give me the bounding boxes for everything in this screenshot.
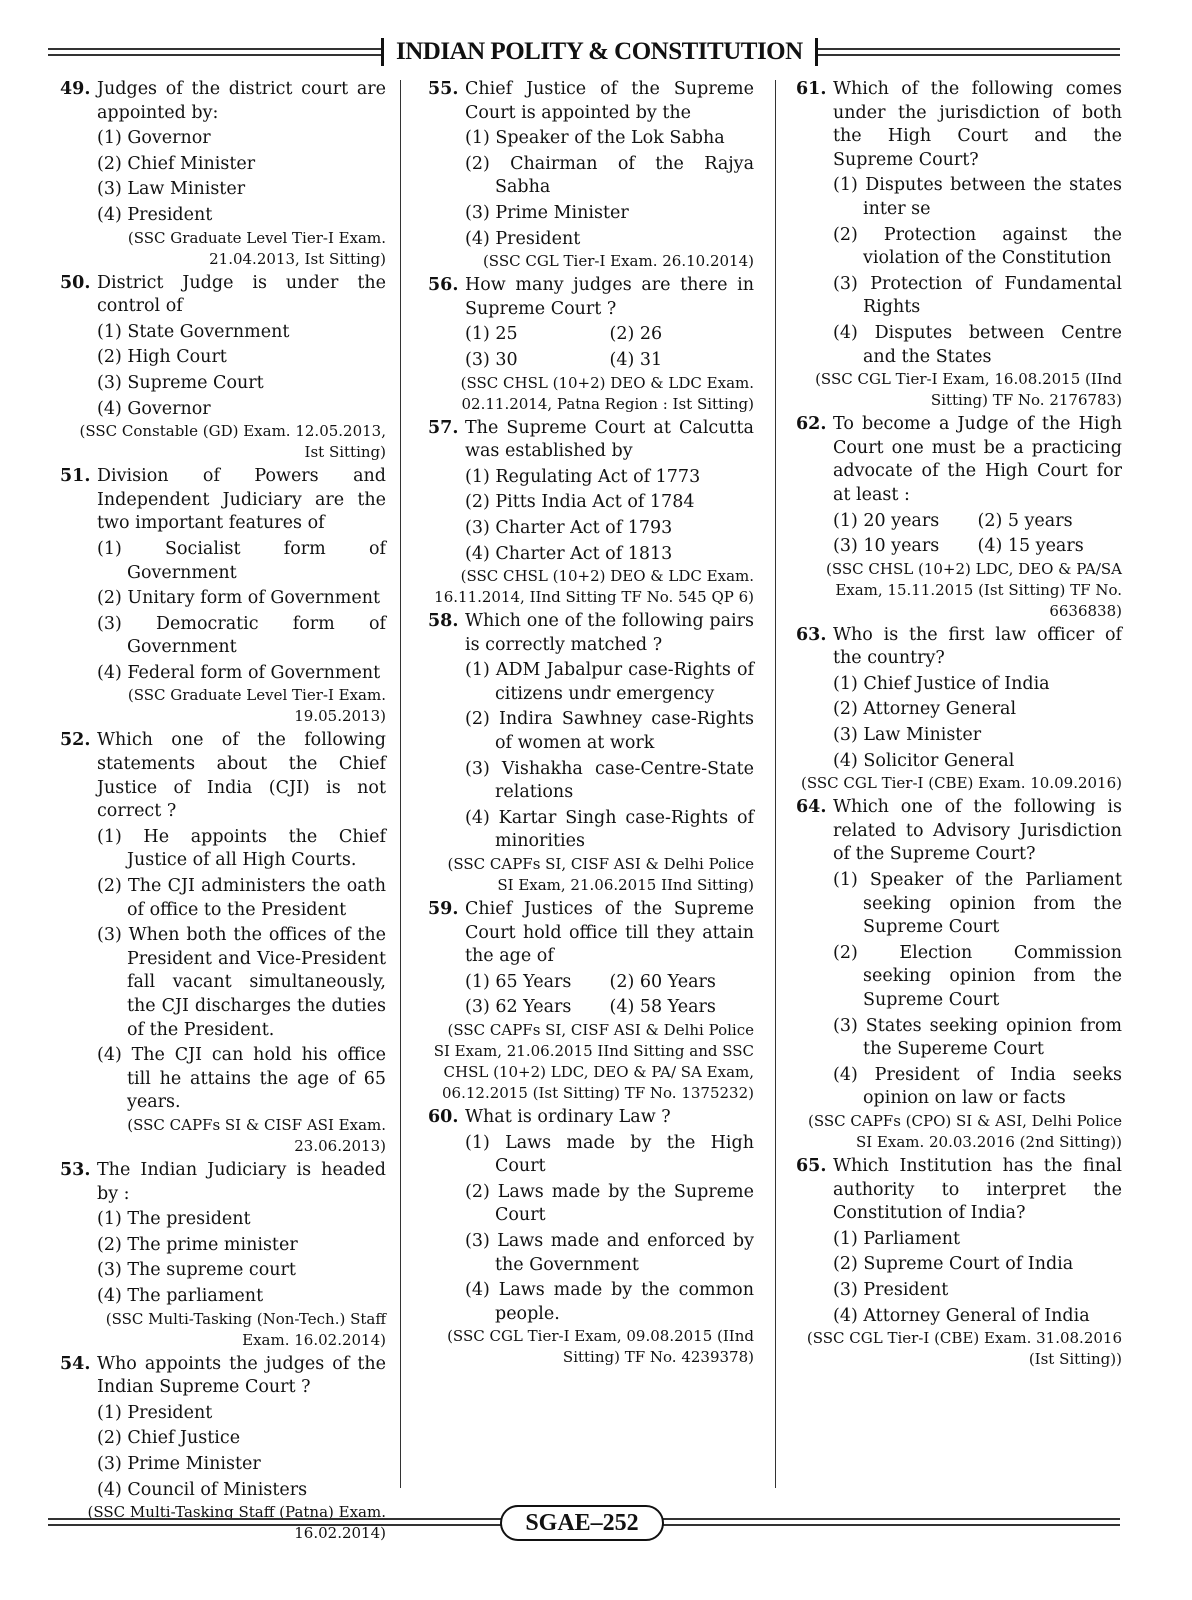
- exam-source: (SSC Multi-Tasking Staff (Patna) Exam. 16.02.2014): [87, 1503, 386, 1543]
- option-row: [796, 510, 1122, 534]
- answer-option: (4) The parliament: [97, 1285, 264, 1306]
- question-stem: [428, 78, 754, 125]
- option-row: [428, 996, 754, 1020]
- answer-option: (3) Charter Act of 1793: [465, 517, 673, 538]
- question-stem: [60, 465, 386, 536]
- option-row: [796, 1279, 1122, 1303]
- answer-option: (3) When both the offices of the President and Vice-President fall vacant simultaneously, the CJI discharges the duties of the President.: [97, 925, 386, 1040]
- option-row: [796, 174, 1122, 221]
- answer-option: (2) Unitary form of Government: [97, 588, 381, 609]
- exam-source: (SSC CAPFs (CPO) SI & ASI, Delhi Police SI Exam. 20.03.2016 (2nd Sitting)): [808, 1111, 1122, 1151]
- answer-option: (2) Election Commission seeking opinion from the Supreme Court: [833, 942, 1122, 1010]
- exam-source: (SSC CAPFs SI, CISF ASI & Delhi Police SI Exam, 21.06.2015 IInd Sitting and SSC CHSL (10+2) LDC, DEO & PA/ SA Exam, 06.12.2015 (Ist Sitting) TF No. 1375232): [433, 1021, 754, 1102]
- option-row: [796, 1015, 1122, 1062]
- option-row: [60, 178, 386, 202]
- option-row: [428, 1230, 754, 1277]
- answer-option: (3) Vishakha case-Centre-State relations: [465, 758, 754, 803]
- option-row: [796, 724, 1122, 748]
- question-number: 58.: [428, 611, 459, 632]
- option-row: [428, 659, 754, 706]
- answer-option: (2) 5 years: [977, 510, 1073, 531]
- answer-option: (4) Kartar Singh case-Rights of minorities: [465, 807, 754, 852]
- question: [60, 1159, 386, 1351]
- header-rule-left: [48, 48, 388, 56]
- question-stem: [60, 1353, 386, 1400]
- answer-option: (4) Laws made by the common people.: [465, 1280, 754, 1324]
- page-header: [48, 38, 1120, 68]
- exam-source: (SSC CGL Tier-I Exam, 09.08.2015 (IInd Sitting) TF No. 4239378): [447, 1327, 754, 1367]
- question-text: Chief Justices of the Supreme Court hold office till they attain the age of: [465, 899, 754, 967]
- question-stem: [796, 413, 1122, 507]
- option-row: [428, 349, 754, 373]
- question-number: 59.: [428, 899, 459, 920]
- question-stem: [796, 796, 1122, 867]
- question: [428, 1106, 754, 1368]
- option-row: [428, 971, 754, 995]
- option-row: [796, 1305, 1122, 1329]
- question-text: What is ordinary Law ?: [465, 1107, 671, 1127]
- option-row: [60, 1453, 386, 1477]
- option-row: [428, 323, 754, 347]
- column-3: [796, 78, 1122, 1372]
- answer-option: (3) The supreme court: [97, 1260, 296, 1281]
- answer-option: (4) Disputes between Centre and the States: [833, 322, 1122, 367]
- option-row: [60, 1427, 386, 1451]
- answer-option: (4) The CJI can hold his office till he attains the age of 65 years.: [97, 1045, 386, 1113]
- answer-option: (3) Prime Minister: [465, 202, 629, 223]
- question-number: 52.: [60, 730, 91, 751]
- option-row: [796, 750, 1122, 774]
- option-row: [796, 942, 1122, 1013]
- option-row: [60, 346, 386, 370]
- answer-option: (1) 65 Years: [465, 971, 572, 992]
- answer-option: (1) Chief Justice of India: [833, 673, 1050, 694]
- question-stem: [428, 274, 754, 321]
- answer-option: (1) He appoints the Chief Justice of all High Courts.: [97, 826, 386, 871]
- question: [428, 417, 754, 609]
- answer-option: (2) Protection against the violation of the Constitution: [833, 224, 1122, 269]
- question-stem: [428, 1106, 754, 1130]
- answer-option: (3) 30: [465, 349, 518, 370]
- question-number: 56.: [428, 275, 459, 296]
- question: [796, 78, 1122, 411]
- option-row: [60, 321, 386, 345]
- question-stem: [60, 272, 386, 319]
- question-text: Which one of the following is related to Advisory Jurisdiction of the Supreme Court?: [833, 797, 1122, 865]
- question: [428, 78, 754, 272]
- answer-option: (1) Laws made by the High Court: [465, 1132, 754, 1177]
- question-text: District Judge is under the control of: [97, 272, 386, 317]
- page-footer: [48, 1505, 1120, 1541]
- question-text: How many judges are there in Supreme Court ?: [465, 275, 754, 319]
- option-row: [796, 673, 1122, 697]
- answer-option: (2) 26: [609, 324, 663, 345]
- option-row: [796, 869, 1122, 940]
- answer-option: (1) State Government: [97, 321, 290, 342]
- answer-option: (1) 25: [465, 324, 518, 345]
- question: [60, 465, 386, 727]
- option-row: [60, 1479, 386, 1503]
- answer-option: (4) President: [465, 228, 581, 249]
- answer-option: (2) Pitts India Act of 1784: [465, 492, 695, 513]
- answer-option: (1) President: [97, 1402, 213, 1423]
- answer-option: (1) Governor: [97, 128, 211, 149]
- question: [428, 610, 754, 896]
- question: [796, 1155, 1122, 1370]
- question-text: Chief Justice of the Supreme Court is appointed by the: [465, 79, 754, 123]
- exam-source: (SSC Graduate Level Tier-I Exam. 19.05.2013): [127, 686, 386, 726]
- answer-option: (1) Disputes between the states inter se: [833, 175, 1122, 219]
- option-row: [796, 535, 1122, 559]
- answer-option: (2) Laws made by the Supreme Court: [465, 1181, 754, 1226]
- option-row: [428, 758, 754, 805]
- question: [796, 624, 1122, 795]
- option-row: [428, 153, 754, 200]
- header-rule-right: [783, 48, 1120, 56]
- question-text: Who is the first law officer of the country?: [833, 624, 1122, 669]
- option-row: [60, 538, 386, 585]
- question-number: 51.: [60, 466, 91, 487]
- answer-option: (4) Council of Ministers: [97, 1479, 308, 1500]
- answer-option: (3) 10 years: [833, 536, 940, 557]
- option-row: [796, 1064, 1122, 1111]
- answer-option: (4) 15 years: [977, 536, 1084, 557]
- answer-option: (1) The president: [97, 1209, 251, 1230]
- answer-option: (4) Federal form of Government: [97, 662, 381, 683]
- question-stem: [428, 898, 754, 969]
- question-stem: [796, 1155, 1122, 1226]
- answer-option: (4) Solicitor General: [833, 750, 1015, 771]
- exam-source: (SSC CGL Tier-I Exam. 26.10.2014): [482, 252, 754, 271]
- answer-option: (3) Protection of Fundamental Rights: [833, 273, 1122, 318]
- question-number: 53.: [60, 1159, 91, 1180]
- question: [796, 796, 1122, 1153]
- option-row: [428, 491, 754, 515]
- answer-option: (2) Supreme Court of India: [833, 1254, 1074, 1275]
- question-number: 55.: [428, 79, 459, 99]
- exam-source: (SSC CHSL (10+2) LDC, DEO & PA/SA Exam, 15.11.2015 (Ist Sitting) TF No. 6636838): [826, 559, 1122, 620]
- option-row: [428, 202, 754, 226]
- option-row: [428, 127, 754, 151]
- answer-option: (3) Law Minister: [833, 725, 982, 746]
- answer-option: (4) President of India seeks opinion on law or facts: [833, 1064, 1122, 1109]
- answer-option: (4) Governor: [97, 398, 211, 419]
- question-stem: [60, 729, 386, 823]
- question-text: Which Institution has the final authority to interpret the Constitution of India?: [833, 1155, 1122, 1224]
- question-number: 61.: [796, 79, 827, 99]
- question-text: Which of the following comes under the jurisdiction of both the High Court and the Supreme Court?: [833, 79, 1122, 170]
- answer-option: (2) Chief Minister: [97, 153, 256, 174]
- question-number: 50.: [60, 272, 91, 293]
- column-1: [60, 78, 386, 1546]
- question-text: The Indian Judiciary is headed by :: [97, 1159, 386, 1204]
- option-row: [60, 613, 386, 660]
- question-text: The Supreme Court at Calcutta was established by: [465, 417, 754, 462]
- option-row: [428, 807, 754, 854]
- exam-source: (SSC Multi-Tasking (Non-Tech.) Staff Exam. 16.02.2014): [105, 1309, 386, 1349]
- exam-source: (SSC CGL Tier-I (CBE) Exam. 31.08.2016 (Ist Sitting)): [806, 1329, 1122, 1369]
- exam-source: (SSC CAPFs SI & CISF ASI Exam. 23.06.2013): [127, 1115, 386, 1155]
- answer-option: (3) 62 Years: [465, 997, 572, 1018]
- column-divider: [400, 80, 401, 1488]
- question-number: 60.: [428, 1107, 459, 1127]
- exam-source: (SSC CGL Tier-I (CBE) Exam. 10.09.2016): [801, 774, 1122, 793]
- answer-option: (2) Attorney General: [833, 699, 1017, 720]
- option-row: [796, 698, 1122, 722]
- question-number: 64.: [796, 797, 827, 818]
- answer-option: (3) Prime Minister: [97, 1453, 261, 1474]
- option-row: [428, 228, 754, 252]
- question-number: 62.: [796, 414, 827, 435]
- option-row: [428, 543, 754, 567]
- option-row: [60, 924, 386, 1042]
- column-divider: [775, 80, 776, 1488]
- answer-option: (4) President: [97, 204, 213, 225]
- answer-option: (1) Socialist form of Government: [97, 538, 386, 583]
- question-number: 63.: [796, 624, 827, 645]
- question-stem: [428, 610, 754, 657]
- question-number: 57.: [428, 417, 459, 438]
- option-row: [60, 1285, 386, 1309]
- question-number: 54.: [60, 1353, 91, 1374]
- option-row: [60, 1044, 386, 1115]
- option-row: [796, 224, 1122, 271]
- option-row: [60, 398, 386, 422]
- answer-option: (1) Parliament: [833, 1228, 961, 1249]
- option-row: [796, 273, 1122, 320]
- answer-option: (1) Speaker of the Lok Sabha: [465, 128, 725, 149]
- question: [428, 898, 754, 1104]
- option-row: [60, 662, 386, 686]
- exam-source: (SSC CGL Tier-I Exam, 16.08.2015 (IInd Sitting) TF No. 2176783): [815, 370, 1122, 410]
- question-text: Judges of the district court are appointed by:: [97, 79, 386, 123]
- answer-option: (4) 31: [609, 349, 663, 370]
- question: [60, 78, 386, 270]
- option-row: [428, 708, 754, 755]
- option-row: [428, 1181, 754, 1228]
- answer-option: (4) 58 Years: [609, 997, 716, 1018]
- answer-option: (3) Democratic form of Government: [97, 613, 386, 658]
- answer-option: (3) President: [833, 1279, 949, 1300]
- answer-option: (2) Chairman of the Rajya Sabha: [465, 153, 754, 198]
- question: [60, 272, 386, 464]
- answer-option: (1) Regulating Act of 1773: [465, 466, 701, 487]
- question: [428, 274, 754, 414]
- answer-option: (3) States seeking opinion from the Supereme Court: [833, 1015, 1122, 1060]
- question-stem: [60, 78, 386, 125]
- option-row: [60, 372, 386, 396]
- answer-option: (2) The CJI administers the oath of office to the President: [97, 876, 386, 920]
- question-stem: [428, 417, 754, 464]
- exam-source: (SSC CHSL (10+2) DEO & LDC Exam. 02.11.2014, Patna Region : Ist Sitting): [460, 373, 754, 413]
- question: [796, 413, 1122, 622]
- question: [60, 729, 386, 1157]
- option-row: [428, 1279, 754, 1326]
- option-row: [796, 1253, 1122, 1277]
- answer-option: (4) Attorney General of India: [833, 1305, 1090, 1326]
- question-text: To become a Judge of the High Court one must be a practicing advocate of the High Court for at least :: [833, 414, 1122, 505]
- answer-option: (3) Law Minister: [97, 179, 246, 200]
- answer-option: (2) 60 Years: [609, 971, 716, 992]
- answer-option: (3) Laws made and enforced by the Government: [465, 1230, 754, 1275]
- exam-source: (SSC Constable (GD) Exam. 12.05.2013, Ist Sitting): [79, 422, 386, 462]
- option-row: [60, 1259, 386, 1283]
- exam-source: (SSC Graduate Level Tier-I Exam. 21.04.2013, Ist Sitting): [127, 228, 386, 268]
- answer-option: (1) Speaker of the Parliament seeking opinion from the Supreme Court: [833, 870, 1122, 938]
- answer-option: (2) The prime minister: [97, 1234, 298, 1255]
- option-row: [428, 1132, 754, 1179]
- option-row: [796, 1228, 1122, 1252]
- exam-source: (SSC CAPFs SI, CISF ASI & Delhi Police SI Exam, 21.06.2015 IInd Sitting): [447, 855, 754, 895]
- question-number: 49.: [60, 79, 91, 99]
- answer-option: (2) Indira Sawhney case-Rights of women at work: [465, 709, 754, 754]
- option-row: [60, 587, 386, 611]
- answer-option: (2) High Court: [97, 347, 227, 368]
- question-stem: [796, 78, 1122, 172]
- question-text: Which one of the following statements about the Chief Justice of India (CJI) is not correct ?: [97, 730, 386, 822]
- answer-option: (3) Supreme Court: [97, 372, 264, 393]
- option-row: [60, 875, 386, 922]
- question-text: Division of Powers and Independent Judiciary are the two important features of: [97, 466, 386, 534]
- option-row: [60, 826, 386, 873]
- question-text: Who appoints the judges of the Indian Supreme Court ?: [97, 1353, 386, 1398]
- footer-rule-right: [653, 1518, 1120, 1526]
- question-text: Which one of the following pairs is correctly matched ?: [465, 611, 754, 655]
- option-row: [428, 466, 754, 490]
- question-stem: [796, 624, 1122, 671]
- option-row: [60, 127, 386, 151]
- question-number: 65.: [796, 1155, 827, 1176]
- option-row: [428, 517, 754, 541]
- column-2: [428, 78, 754, 1370]
- option-row: [60, 1234, 386, 1258]
- question-stem: [60, 1159, 386, 1206]
- footer-rule-left: [48, 1518, 508, 1526]
- option-row: [60, 1208, 386, 1232]
- option-row: [796, 322, 1122, 369]
- section-title: INDIAN POLITY & CONSTITUTION: [381, 38, 818, 66]
- answer-option: (1) ADM Jabalpur case-Rights of citizens undr emergency: [465, 660, 754, 704]
- answer-option: (1) 20 years: [833, 510, 940, 531]
- option-row: [60, 204, 386, 228]
- answer-option: (4) Charter Act of 1813: [465, 543, 673, 564]
- exam-source: (SSC CHSL (10+2) DEO & LDC Exam. 16.11.2014, IInd Sitting TF No. 545 QP 6): [434, 567, 754, 607]
- option-row: [60, 153, 386, 177]
- answer-option: (2) Chief Justice: [97, 1428, 241, 1449]
- option-row: [60, 1402, 386, 1426]
- page-number: SGAE–252: [500, 1505, 664, 1541]
